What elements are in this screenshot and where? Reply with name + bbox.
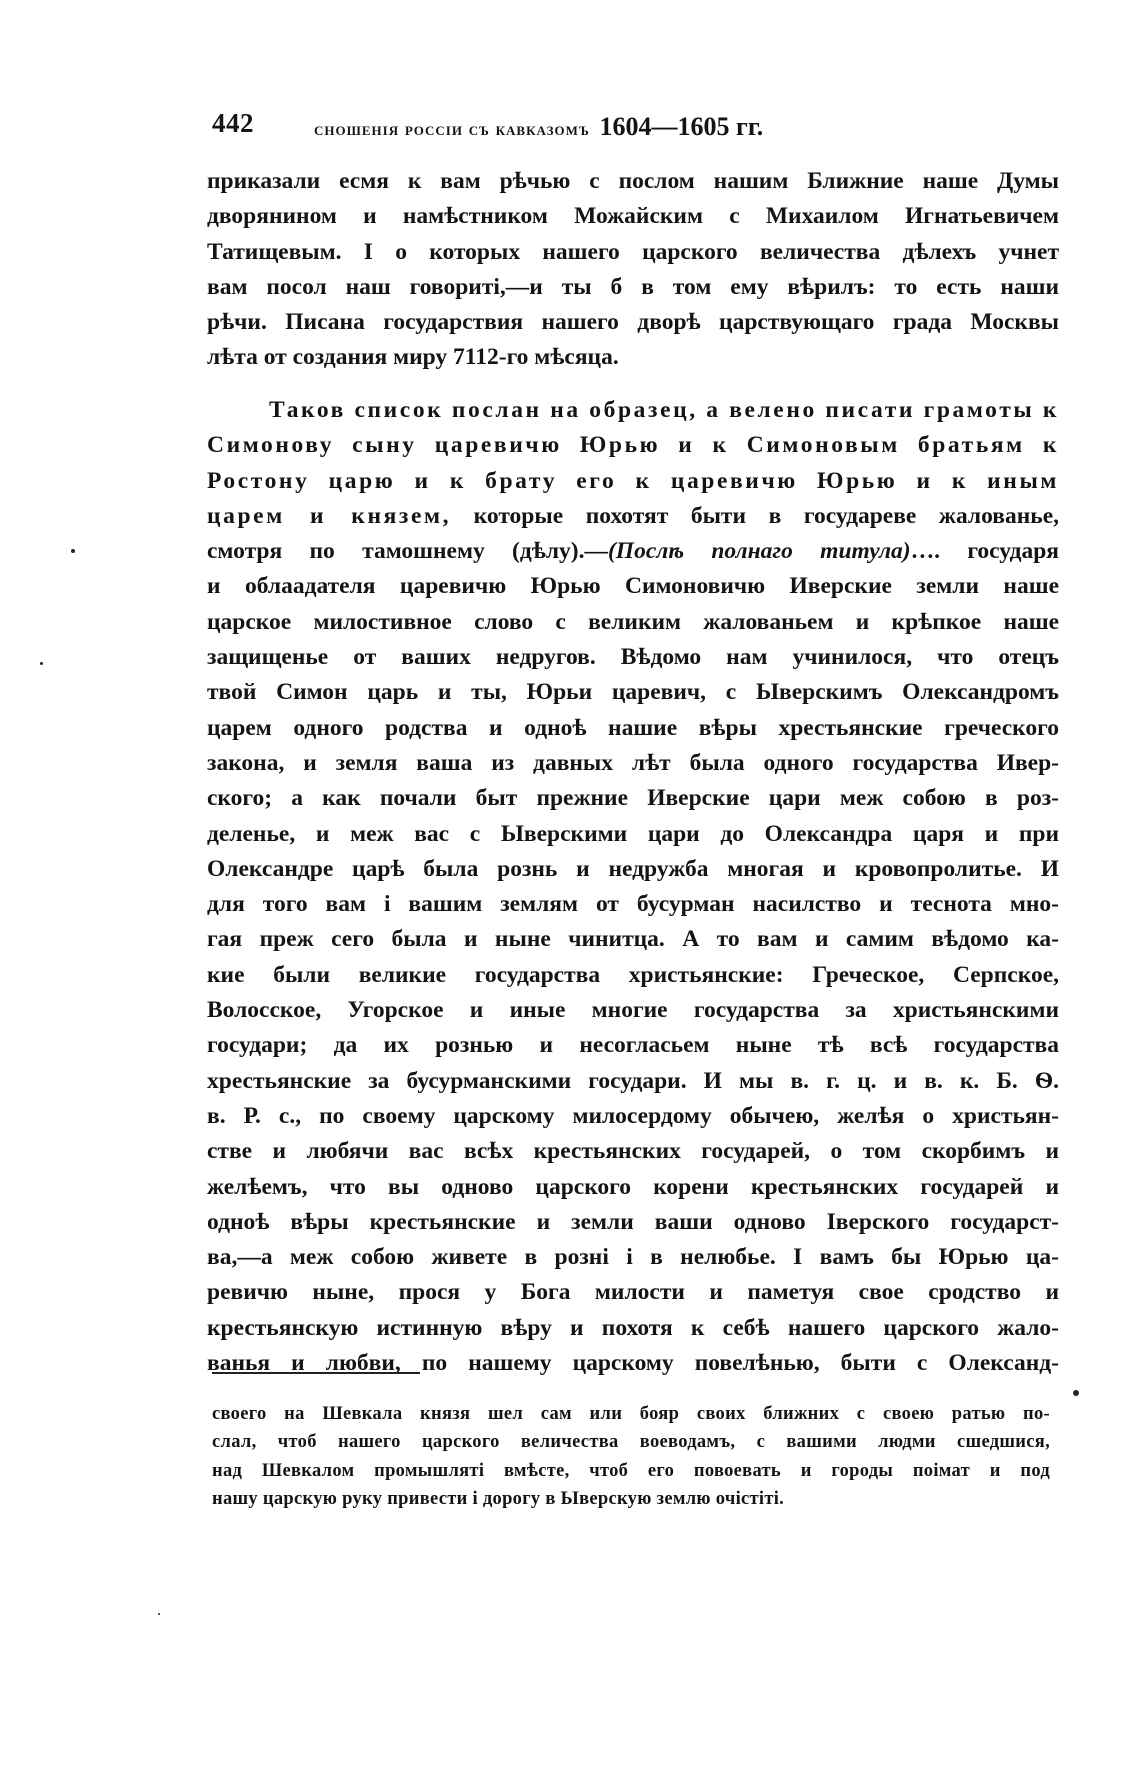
- text-line: [207, 499, 1059, 534]
- text-line: государи; да их рознью и несогласьем ныне тѣ всѣ государства: [207, 1032, 1059, 1059]
- text-line: Олександре царѣ была рознь и недружба многая и кровопролитье. И: [207, 855, 1059, 882]
- footnote-line: своего на Шевкала князя шел сам или бояр своих ближних с своею ратью по-: [212, 1404, 1050, 1424]
- line-end: …. государя: [910, 538, 1059, 565]
- text-line: хрестьянские за бусурманскими государи. И мы в. г. ц. и в. к. Б. Ѳ.: [207, 1067, 1059, 1094]
- text-line: и облаадателя царевичю Юрью Симоновичю Иверские земли наше: [207, 573, 1059, 600]
- footnote-line: нашу царскую руку привести і дорогу в Ыверскую землю очістіті.: [212, 1489, 785, 1510]
- running-title: [314, 112, 763, 142]
- text-line: дворянином и намѣстником Можайским с Михаилом Игнатьевичем: [207, 203, 1059, 230]
- running-title-years: 1604—1605 гг.: [599, 112, 764, 141]
- text-line: рѣчи. Писана государствия нашего дворѣ царствующаго града Москвы: [207, 309, 1059, 336]
- footnote-divider: [212, 1372, 420, 1374]
- running-title-text: сношенія россіи съ кавказомъ: [314, 119, 590, 140]
- text-line: Таков список послан на образец, а велено писати грамоты к: [269, 397, 1059, 423]
- text-line: ванья и любви, по нашему царскому повелѣнью, быти с Олександ-: [207, 1350, 1059, 1377]
- text-line: Ростону царю и к брату его к царевичю Юрью и к иным: [207, 467, 1059, 494]
- text-line: приказали есмя к вам рѣчью с послом нашим Ближние наше Думы: [207, 168, 1059, 194]
- line-remainder: которые похотят быти в государеве жалованье,: [473, 502, 1059, 529]
- text-line: ревичю ныне, прося у Бога милости и паметуя свое сродство и: [207, 1279, 1059, 1306]
- text-line: царское милостивное слово с великим жалованьем и крѣпкое наше: [207, 608, 1059, 635]
- text-line: ва,—а меж собою живете в розні і в нелюбье. І вамъ бы Юрью ца-: [207, 1244, 1059, 1271]
- text-line: Симонову сыну царевичю Юрью и к Симоновым братьям к: [207, 432, 1059, 459]
- text-line: крестьянскую истинную вѣру и похотя к себѣ нашего царского жало-: [207, 1314, 1059, 1341]
- scan-speck: [1073, 1390, 1079, 1396]
- text-line: кие были великие государства христьянские: Греческое, Серпское,: [207, 961, 1059, 988]
- text-line: для того вам і вашим землям от бусурман насилство и теснота мно-: [207, 891, 1059, 918]
- text-line: ского; а как почали быт прежние Иверские цари меж собою в роз-: [207, 785, 1059, 812]
- footnote-line: над Шевкалом промышляті вмѣсте, чтоб его повоевать и городы поімат и под: [212, 1460, 1050, 1481]
- italic-editorial-note: (Послѣ полнаго титула): [607, 538, 911, 565]
- text-line: твой Симон царь и ты, Юрьи царевич, с Ыверскимъ Олександромъ: [207, 679, 1059, 706]
- text-line: вам посол наш говориті,—и ты б в том ему вѣрилъ: то есть наши: [207, 273, 1059, 300]
- text-line: стве и любячи вас всѣх крестьянских государей, о том скорбимъ и: [207, 1138, 1059, 1165]
- scan-speck: [40, 662, 43, 665]
- text-line: [207, 534, 1059, 569]
- running-head: [212, 108, 932, 148]
- scan-speck: [71, 549, 75, 553]
- line-start: смотря по тамошнему (дѣлу).—: [207, 538, 608, 565]
- text-line: гая преж сего была и ныне чинитца. А то вам и самим вѣдомо ка-: [207, 926, 1059, 953]
- text-line: деленье, и меж вас с Ыверскими цари до Олександра царя и при: [207, 820, 1059, 847]
- text-line: царем одного родства и однoѣ нашие вѣры хрестьянские греческого: [207, 714, 1059, 741]
- text-line: однoѣ вѣры крестьянские и земли ваши одново Іверского государст-: [207, 1208, 1059, 1235]
- text-line: защищенье от ваших недругов. Вѣдомо нам учинилося, что отецъ: [207, 644, 1059, 671]
- footnote-line: слал, чтоб нашего царского величества воеводамъ, с вашими людми сшедшися,: [212, 1432, 1050, 1453]
- spaced-words: царем и князем,: [207, 502, 452, 529]
- footnote: [212, 1400, 1050, 1514]
- paragraph-list-sent: [207, 393, 1059, 1381]
- text-line: лѣта от создания миру 7112-го мѣсяца.: [207, 344, 619, 371]
- text-line: Волосское, Угорское и иные многие государства за христьянскими: [207, 997, 1059, 1024]
- paragraph-letter-ending: [207, 164, 1059, 376]
- scan-speck: [158, 1613, 160, 1615]
- text-line: желѣемъ, что вы одново царского корени крестьянских государей и: [207, 1173, 1059, 1200]
- text-line: в. Р. с., по своему царскому милосердому обычею, желѣя о христьян-: [207, 1102, 1059, 1129]
- text-line: Татищевым. І о которых нашего царского величества дѣлехъ учнет: [207, 238, 1059, 265]
- text-line: закона, и земля ваша из давных лѣт была одного государства Ивер-: [207, 749, 1059, 776]
- page-number: 442: [212, 108, 254, 138]
